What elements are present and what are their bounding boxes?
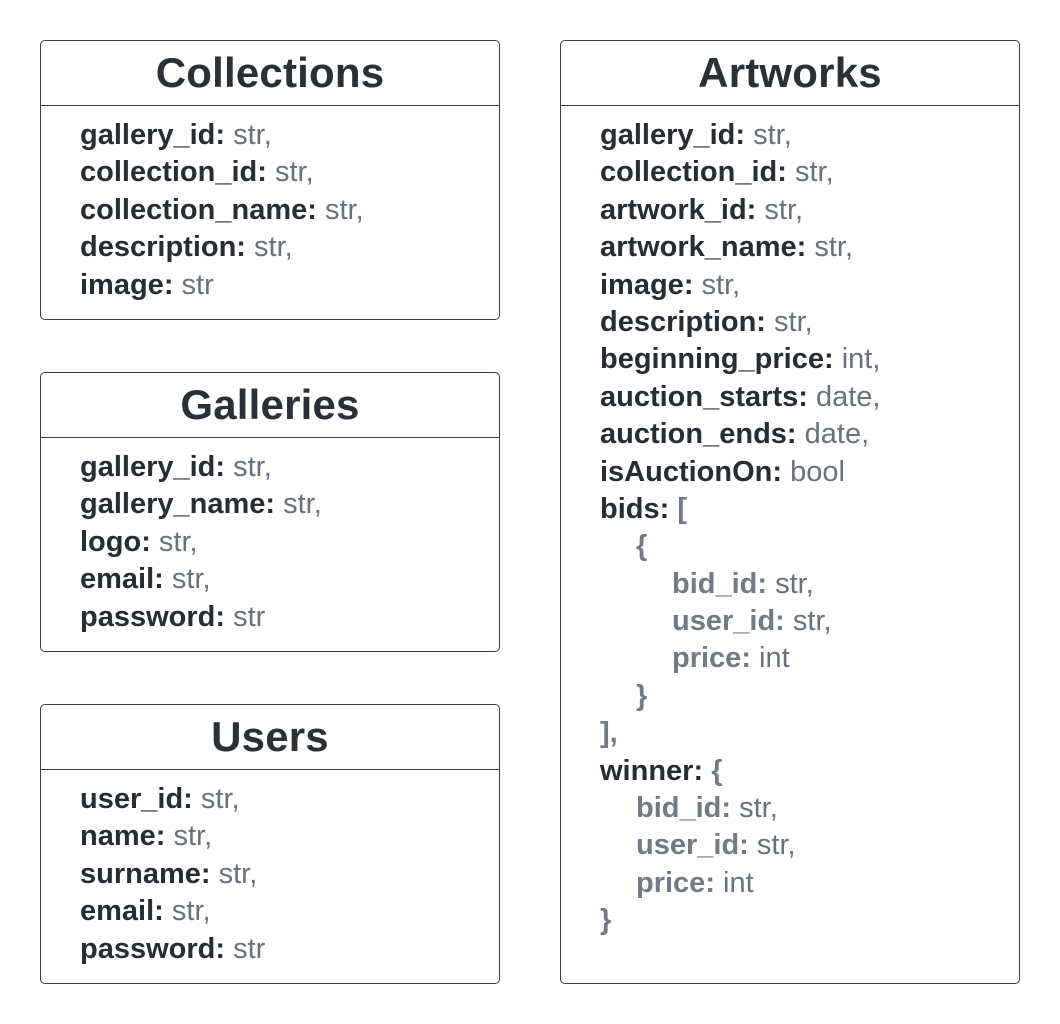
- field-row: [561, 454, 1019, 491]
- field-row: [561, 379, 1019, 416]
- field-name: price:: [672, 642, 751, 675]
- field-name: description:: [600, 305, 766, 338]
- field-name: user_id:: [80, 783, 193, 815]
- field-row: [41, 486, 499, 523]
- winner-open-brace: {: [711, 754, 723, 787]
- field-type: str,: [739, 792, 778, 825]
- field-row: [561, 117, 1019, 154]
- bid-field-row: [561, 640, 1019, 677]
- field-type: str: [233, 932, 266, 965]
- bids-close-row: [561, 715, 1019, 752]
- field-name: image:: [600, 268, 694, 301]
- field-type: int,: [841, 343, 881, 376]
- field-type: str,: [200, 783, 240, 815]
- galleries-fields: [41, 438, 499, 636]
- field-row: [41, 931, 499, 968]
- field-row: [41, 856, 499, 893]
- field-type: str,: [701, 268, 741, 301]
- field-name: password:: [80, 932, 226, 965]
- field-row: [561, 192, 1019, 229]
- field-type: int: [759, 642, 790, 675]
- field-name: gallery_id:: [600, 119, 746, 151]
- field-name: password:: [80, 600, 226, 633]
- bid-field-row: [561, 566, 1019, 603]
- bids-close-bracket: ],: [600, 717, 618, 750]
- winner-row: [561, 753, 1019, 790]
- galleries-entity: [40, 372, 500, 652]
- field-row: [561, 304, 1019, 341]
- field-row: [41, 192, 499, 229]
- artworks-title: Artworks: [698, 49, 882, 96]
- field-name: gallery_id:: [80, 451, 226, 483]
- field-row: [41, 524, 499, 561]
- artworks-header: [561, 41, 1019, 106]
- field-row: [41, 117, 499, 154]
- users-header: [41, 705, 499, 770]
- field-name: logo:: [80, 525, 151, 558]
- field-row: [41, 267, 499, 304]
- field-row: [41, 449, 499, 486]
- field-type: str,: [756, 829, 796, 862]
- field-name: description:: [80, 231, 246, 264]
- field-row: [41, 599, 499, 636]
- field-name: user_id:: [672, 605, 785, 638]
- field-name: bid_id:: [636, 792, 732, 825]
- bid-close-brace: }: [636, 679, 648, 712]
- field-type: str,: [764, 193, 804, 226]
- field-name: artwork_id:: [600, 193, 757, 226]
- field-type: str,: [233, 451, 272, 483]
- users-entity: [40, 704, 500, 984]
- field-type: str,: [173, 820, 213, 853]
- field-type: str,: [283, 488, 322, 521]
- bid-field-row: [561, 603, 1019, 640]
- field-row: [41, 561, 499, 598]
- bid-open-brace: {: [636, 530, 648, 563]
- field-type: str,: [814, 231, 854, 264]
- field-type: str,: [775, 567, 814, 600]
- users-title: Users: [211, 713, 329, 760]
- field-name: email:: [80, 895, 164, 928]
- field-type: str,: [774, 305, 813, 338]
- field-type: str,: [171, 563, 211, 596]
- field-row: [41, 781, 499, 818]
- field-row: [561, 154, 1019, 191]
- collections-fields: [41, 106, 499, 304]
- field-type: date,: [815, 380, 881, 413]
- field-type: str,: [324, 193, 364, 226]
- artworks-entity: [560, 40, 1020, 984]
- field-type: str: [181, 268, 214, 301]
- field-name: collection_name:: [80, 193, 317, 226]
- field-row: [41, 154, 499, 191]
- field-row: [41, 818, 499, 855]
- collections-title: Collections: [155, 49, 385, 96]
- field-name: auction_starts:: [600, 380, 808, 413]
- field-name: artwork_name:: [600, 231, 807, 264]
- winner-field-row: [561, 865, 1019, 902]
- field-name: price:: [636, 866, 715, 899]
- field-name: collection_id:: [600, 156, 787, 189]
- bids-label: bids:: [600, 492, 670, 525]
- bid-open-row: [561, 528, 1019, 565]
- field-type: str,: [158, 525, 198, 558]
- field-type: bool: [790, 455, 845, 488]
- field-name: isAuctionOn:: [600, 455, 783, 488]
- field-name: email:: [80, 563, 164, 596]
- field-name: gallery_name:: [80, 488, 276, 521]
- field-row: [561, 267, 1019, 304]
- field-type: str,: [218, 857, 258, 890]
- field-name: beginning_price:: [600, 343, 834, 376]
- field-type: str,: [753, 119, 792, 151]
- field-row: [41, 893, 499, 930]
- collections-header: [41, 41, 499, 106]
- field-name: user_id:: [636, 829, 749, 862]
- field-type: str,: [794, 156, 834, 189]
- bids-row: [561, 491, 1019, 528]
- users-fields: [41, 770, 499, 968]
- field-name: collection_id:: [80, 156, 267, 189]
- bid-close-row: [561, 678, 1019, 715]
- field-row: [561, 229, 1019, 266]
- field-type: str,: [171, 895, 211, 928]
- galleries-title: Galleries: [180, 381, 360, 428]
- field-name: name:: [80, 820, 166, 853]
- field-type: str,: [254, 231, 293, 264]
- field-name: bid_id:: [672, 567, 768, 600]
- artworks-fields: [561, 106, 1019, 940]
- bids-open-bracket: [: [677, 492, 688, 525]
- winner-field-row: [561, 790, 1019, 827]
- field-type: date,: [804, 418, 870, 451]
- field-type: str,: [792, 605, 832, 638]
- galleries-header: [41, 373, 499, 438]
- field-type: str: [233, 600, 266, 633]
- winner-field-row: [561, 827, 1019, 864]
- field-name: auction_ends:: [600, 418, 797, 451]
- collections-entity: [40, 40, 500, 320]
- field-type: str,: [274, 156, 314, 189]
- winner-close-brace: }: [600, 904, 612, 937]
- field-name: surname:: [80, 857, 211, 890]
- field-row: [41, 229, 499, 266]
- field-type: str,: [233, 119, 272, 151]
- winner-close-row: [561, 902, 1019, 939]
- field-name: gallery_id:: [80, 119, 226, 151]
- field-name: image:: [80, 268, 174, 301]
- field-row: [561, 416, 1019, 453]
- field-type: int: [723, 866, 754, 899]
- winner-label: winner:: [600, 754, 704, 787]
- field-row: [561, 341, 1019, 378]
